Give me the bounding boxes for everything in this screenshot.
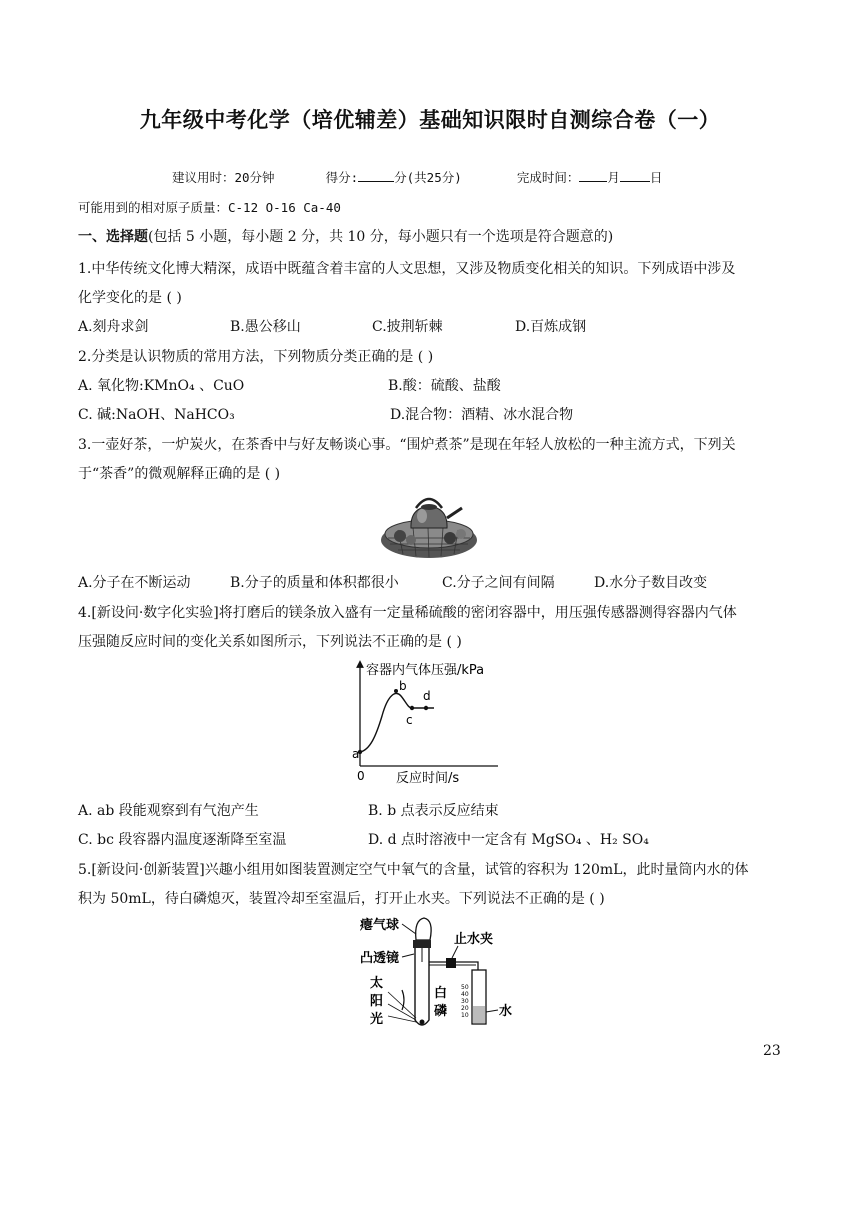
white-phosphorus <box>420 1020 425 1025</box>
q4-stem-line1: 4.[新设问·数字化实验]将打磨后的镁条放入盛有一定量稀硫酸的密闭容器中，用压强传感器测得容器内气体 <box>78 605 737 621</box>
stopper <box>413 940 431 948</box>
lens-pointer <box>402 954 414 957</box>
q2-option-b[interactable]: B.酸：硫酸、盐酸 <box>388 378 501 394</box>
q5-stem-line1: 5.[新设问·创新装置]兴趣小组用如图装置测定空气中氧气的含量，试管的容积为 120mL，此时量筒内水的体 <box>78 862 749 878</box>
q1-option-b[interactable]: B.愚公移山 <box>230 319 301 335</box>
page-title: 九年级中考化学（培优辅差）基础知识限时自测综合卷（一） <box>139 108 721 132</box>
clamp-pointer <box>452 946 458 958</box>
q4-option-c[interactable]: C. bc 段容器内温度逐渐降至室温 <box>78 832 287 848</box>
point-c-label: c <box>406 713 413 727</box>
sun-label-1: 太 <box>370 976 384 991</box>
sun-ray-2 <box>388 1004 416 1020</box>
chestnut-2 <box>406 535 416 545</box>
teapot-highlight <box>417 509 427 523</box>
point-d-label: d <box>423 689 431 703</box>
scale-40: 40 <box>461 991 469 998</box>
q4-option-d[interactable]: D. d 点时溶液中一定含有 MgSO₄ 、H₂ SO₄ <box>368 832 649 848</box>
q4-option-b[interactable]: B. b 点表示反应结束 <box>368 803 499 819</box>
chestnut-3 <box>444 532 456 544</box>
meta-line <box>172 168 662 186</box>
q2-option-c[interactable]: C. 碱:NaOH、NaHCO₃ <box>78 407 235 423</box>
y-axis-label: 容器内气体压强/kPa <box>366 663 485 678</box>
balloon-label: 瘪气球 <box>360 918 400 933</box>
month-blank[interactable] <box>579 168 607 182</box>
point-b-dot <box>394 689 398 693</box>
teapot-lid <box>421 504 437 510</box>
scale-20: 20 <box>461 1005 469 1012</box>
q3-stem-line1: 3.一壶好茶，一炉炭火，在茶香中与好友畅谈心事。“围炉煮茶”是现在年轻人放松的一种主流方式，下列关 <box>78 437 736 453</box>
tea-pot-image <box>378 488 480 562</box>
phosphorus-label-2: 磷 <box>434 1004 448 1019</box>
suggested-time: 建议用时：20分钟 <box>172 170 275 185</box>
point-c-dot <box>410 706 414 710</box>
q3-stem-line2: 于“茶香”的微观解释正确的是 ( ) <box>78 466 281 482</box>
score-label: 得分: <box>325 170 359 185</box>
lens-label: 凸透镜 <box>360 951 400 966</box>
x-axis-label: 反应时间/s <box>396 771 460 786</box>
page-number: 23 <box>763 1043 781 1059</box>
q3-option-d[interactable]: D.水分子数目改变 <box>594 575 708 591</box>
clamp-label: 止水夹 <box>454 932 494 947</box>
q3-option-b[interactable]: B.分子的质量和体积都很小 <box>230 575 399 591</box>
score-total: 分(共25分) <box>394 170 462 185</box>
q1-option-c[interactable]: C.披荆斩棘 <box>372 319 443 335</box>
q4-stem-line2: 压强随反应时间的变化关系如图所示，下列说法不正确的是 ( ) <box>78 634 462 650</box>
day-blank[interactable] <box>620 168 650 182</box>
q3-option-a[interactable]: A.分子在不断运动 <box>78 575 191 591</box>
q1-stem-line1: 1.中华传统文化博大精深，成语中既蕴含着丰富的人文思想，又涉及物质变化相关的知识。下列成语中涉及 <box>78 261 736 277</box>
q1-stem-line2: 化学变化的是 ( ) <box>78 290 182 306</box>
q5-stem-line2: 积为 50mL，待白磷熄灭，装置冷却至室温后，打开止水夹。下列说法不正确的是 ( ) <box>78 891 605 907</box>
day-label: 日 <box>649 170 663 185</box>
chestnut-4 <box>456 529 466 539</box>
section-label: 一、选择题 <box>78 229 148 245</box>
cylinder-water <box>473 1006 485 1023</box>
point-b-label: b <box>399 679 407 693</box>
teapot-spout <box>447 508 462 518</box>
q4-option-a[interactable]: A. ab 段能观察到有气泡产生 <box>78 803 259 819</box>
sun-label-2: 阳 <box>370 994 384 1009</box>
section-heading <box>78 226 613 246</box>
scale-50: 50 <box>461 984 469 991</box>
oxygen-apparatus <box>358 912 518 1034</box>
water-pointer <box>486 1010 498 1012</box>
atomic-mass-note: 可能用到的相对原子质量：C-12 O-16 Ca-40 <box>78 200 341 215</box>
sun-label-3: 光 <box>370 1012 384 1027</box>
q2-option-d[interactable]: D.混合物：酒精、冰水混合物 <box>390 407 574 423</box>
section-desc: (包括 5 小题，每小题 2 分，共 10 分，每小题只有一个选项是符合题意的) <box>148 229 614 245</box>
phosphorus-label-1: 白 <box>434 986 448 1001</box>
q1-option-a[interactable]: A.刻舟求剑 <box>78 319 149 335</box>
score-blank[interactable] <box>358 168 394 182</box>
balloon-pointer <box>402 924 416 934</box>
origin-label: 0 <box>357 769 365 783</box>
q3-option-c[interactable]: C.分子之间有间隔 <box>442 575 555 591</box>
sun-ray-1 <box>388 992 416 1018</box>
q2-stem: 2.分类是认识物质的常用方法，下列物质分类正确的是 ( ) <box>78 349 434 365</box>
finish-label: 完成时间： <box>516 170 580 185</box>
point-a-label: a <box>352 747 360 761</box>
scale-10: 10 <box>461 1012 469 1019</box>
month-label: 月 <box>607 170 620 185</box>
water-clamp[interactable] <box>446 958 456 968</box>
chestnut-1 <box>394 530 406 542</box>
q1-option-d[interactable]: D.百炼成钢 <box>515 319 587 335</box>
balloon <box>416 918 431 940</box>
q2-option-a[interactable]: A. 氧化物:KMnO₄ 、CuO <box>78 378 245 394</box>
pressure-graph <box>346 656 516 786</box>
scale-30: 30 <box>461 998 469 1005</box>
sun-ray-3 <box>388 1016 416 1022</box>
water-label: 水 <box>499 1004 513 1019</box>
point-d-dot <box>424 706 428 710</box>
